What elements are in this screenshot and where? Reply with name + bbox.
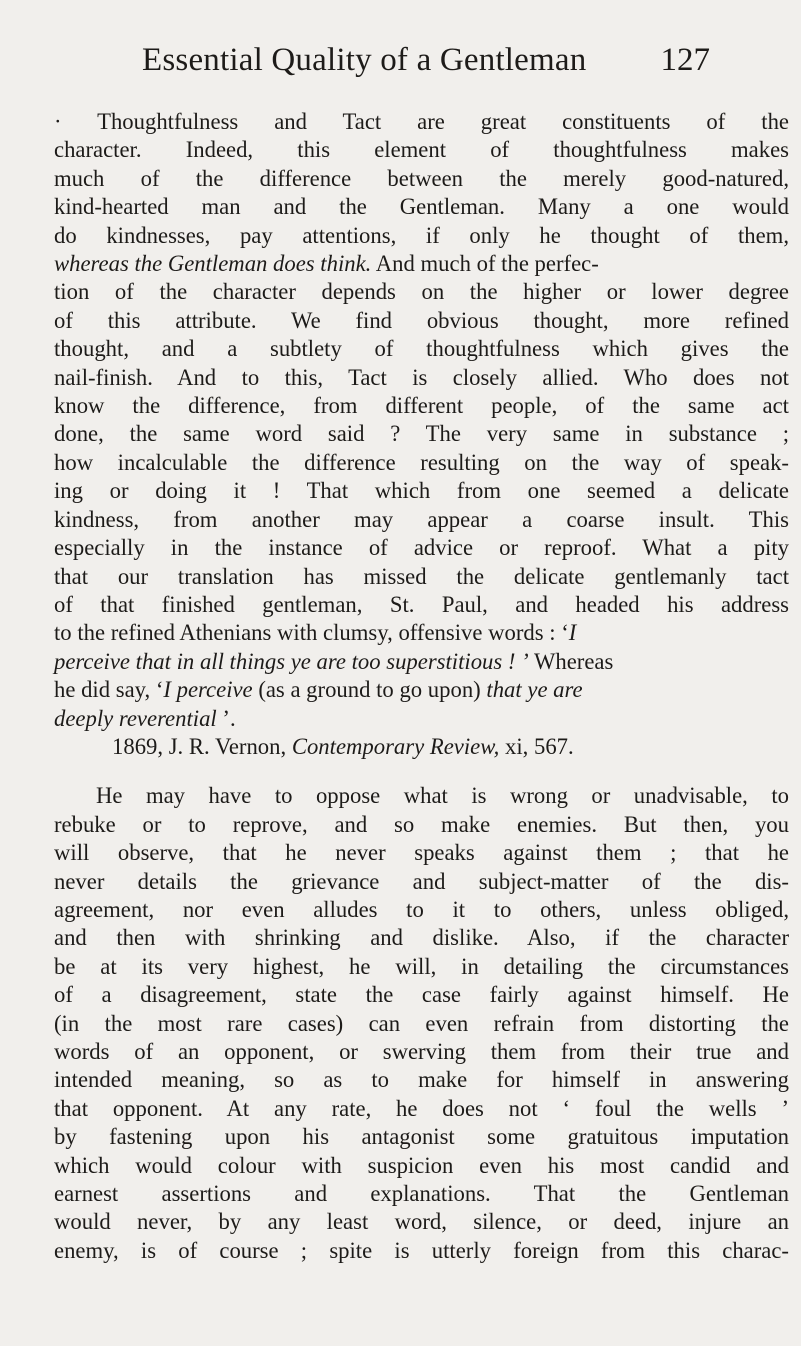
text-line: will observe, that he never speaks against them ; that he	[54, 840, 789, 866]
text-line: of this attribute. We find obvious thought, more refined	[54, 307, 789, 333]
italic-phrase: whereas the Gentleman does think.	[54, 251, 372, 277]
text-line: (in the most rare cases) can even refrain from distorting the	[54, 1010, 789, 1036]
text-line: by fastening upon his antagonist some gratuitous imputation	[54, 1124, 789, 1150]
page-header	[122, 42, 710, 86]
text-line	[54, 619, 789, 647]
text-line: and then with shrinking and dislike. Also, if the character	[54, 925, 789, 951]
quotation-paragraph-2	[54, 782, 789, 1265]
italic-phrase: that ye are	[486, 677, 583, 703]
italic-phrase: I	[568, 620, 577, 646]
text-line: do kindnesses, pay attentions, if only he thought of them,	[54, 222, 789, 248]
text-line: be at its very highest, he will, in detailing the circumstances	[54, 953, 789, 979]
text-line: · Thoughtfulness and Tact are great constituents of the	[54, 109, 789, 134]
text-line	[54, 648, 789, 676]
paragraph-gap	[54, 761, 789, 782]
text-fragment: (as a ground to go upon)	[252, 677, 487, 703]
text-line: agreement, nor even alludes to it to others, unless obliged,	[54, 896, 789, 922]
text-fragment: he did say, ‘	[54, 677, 164, 703]
text-line: never details the grievance and subject-matter of the dis-	[54, 868, 789, 894]
text-line: that our translation has missed the delicate gentlemanly tact	[54, 563, 789, 589]
text-line: kindness, from another may appear a coarse insult. This	[54, 506, 789, 532]
citation	[54, 733, 789, 761]
text-line: tion of the character depends on the higher or lower degree	[54, 279, 789, 305]
page-body	[54, 108, 789, 1265]
text-line: words of an opponent, or swerving them from their true and	[54, 1039, 789, 1064]
text-line: how incalculable the difference resulting on the way of speak-	[54, 449, 789, 475]
text-line: character. Indeed, this element of thoughtfulness makes	[54, 137, 789, 163]
text-line: nail-finish. And to this, Tact is closely allied. Who does not	[54, 364, 789, 390]
text-line: intended meaning, so as to make for himself in answering	[54, 1067, 789, 1093]
running-title: Essential Quality of a Gentleman	[142, 42, 587, 78]
text-fragment: And much of the perfec-	[371, 251, 599, 277]
text-line: ing or doing it ! That which from one seemed a delicate	[54, 478, 789, 504]
text-line: He may have to oppose what is wrong or unadvisable, to	[96, 783, 789, 809]
text-line	[54, 705, 789, 733]
text-line: thought, and a subtlety of thoughtfulness which gives the	[54, 336, 789, 362]
italic-phrase: deeply reverential	[54, 705, 217, 731]
text-line: done, the same word said ? The very same in substance ;	[54, 421, 789, 447]
citation-suffix: xi, 567.	[499, 733, 574, 759]
text-line: would never, by any least word, silence, or deed, injure an	[54, 1209, 789, 1235]
text-line: much of the difference between the merely good-natured,	[54, 165, 789, 191]
text-line: know the difference, from different people, of the same act	[54, 393, 789, 419]
text-line: enemy, is of course ; spite is utterly foreign from this charac-	[54, 1237, 789, 1263]
text-line: of a disagreement, state the case fairly against himself. He	[54, 982, 789, 1008]
text-line: rebuke or to reprove, and so make enemies. But then, you	[54, 811, 789, 837]
text-line: especially in the instance of advice or reproof. What a pity	[54, 535, 789, 561]
text-fragment: ’.	[216, 705, 236, 731]
text-line	[54, 250, 789, 278]
citation-title: Contemporary Review,	[291, 733, 500, 759]
page-number: 127	[660, 42, 710, 78]
text-line: of that finished gentleman, St. Paul, and headed his address	[54, 591, 789, 617]
text-line	[54, 676, 789, 704]
text-line: earnest assertions and explanations. That the Gentleman	[54, 1181, 789, 1207]
italic-phrase: perceive that in all things ye are too superstitious ! ’	[54, 648, 529, 674]
quotation-paragraph-1	[54, 108, 789, 761]
citation-prefix: 1869, J. R. Vernon,	[112, 733, 292, 759]
text-line: kind-hearted man and the Gentleman. Many a one would	[54, 194, 789, 220]
italic-phrase: I perceive	[163, 677, 253, 703]
text-line: which would colour with suspicion even his most candid and	[54, 1152, 789, 1178]
text-fragment: to the refined Athenians with clumsy, offensive words : ‘	[54, 620, 569, 646]
text-line: that opponent. At any rate, he does not ‘ foul the wells ’	[54, 1095, 789, 1121]
text-fragment: Whereas	[528, 648, 614, 674]
